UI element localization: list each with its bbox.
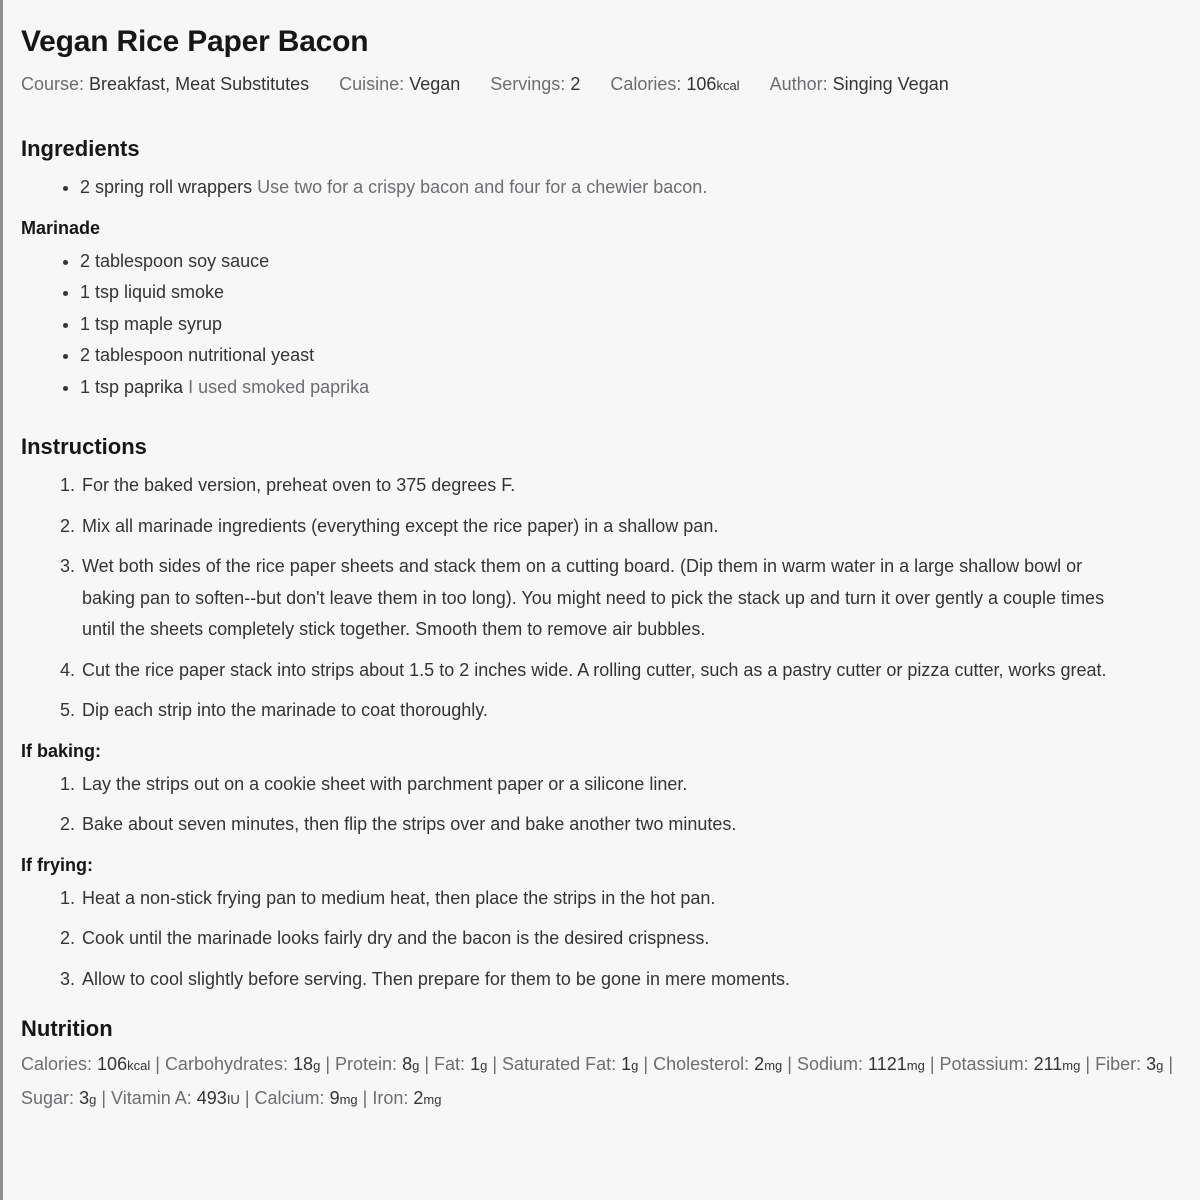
nutrition-separator: |: [787, 1054, 792, 1074]
meta-value: 106: [686, 74, 717, 94]
nutrition-label: Potassium:: [939, 1054, 1029, 1074]
ingredient-list: [21, 172, 1174, 204]
nutrition-fact-carbohydrates: [165, 1054, 320, 1074]
instruction-step: 1. Heat a non-stick frying pan to medium heat, then place the strips in the hot pan.: [80, 883, 1128, 915]
ingredient-text: 1 tsp liquid smoke: [80, 282, 225, 302]
meta-value: Breakfast, Meat Substitutes: [89, 74, 310, 94]
recipe-meta: [21, 73, 1174, 97]
nutrition-value: 18: [293, 1054, 314, 1074]
meta-value: Singing Vegan: [832, 74, 949, 94]
nutrition-unit: g: [89, 1092, 97, 1107]
nutrition-value: 2: [754, 1054, 765, 1074]
instruction-step: 3. Allow to cool slightly before serving. Then prepare for them to be gone in mere moments.: [80, 964, 1128, 996]
meta-label: Author:: [769, 74, 828, 94]
nutrition-separator: |: [492, 1054, 498, 1074]
meta-label: Servings:: [490, 74, 566, 94]
frying-step-list: [21, 883, 1174, 996]
nutrition-separator: |: [101, 1088, 107, 1108]
nutrition-label: Fat:: [434, 1054, 466, 1074]
nutrition-separator: |: [424, 1054, 430, 1074]
ingredient-text: 1 tsp maple syrup: [80, 313, 223, 334]
nutrition-value: 493: [196, 1088, 227, 1108]
instruction-step: 2. Mix all marinade ingredients (everything except the rice paper) in a shallow pan.: [80, 511, 1128, 543]
ingredient-item: [80, 277, 1128, 309]
section-heading-nutrition: Nutrition: [21, 1016, 113, 1041]
nutrition-unit: g: [480, 1058, 488, 1073]
nutrition-value: 211: [1033, 1054, 1063, 1074]
meta-item-author: [770, 73, 949, 97]
nutrition-fact-fat: [434, 1054, 487, 1074]
nutrition-fact-iron: [372, 1088, 441, 1108]
nutrition-value: 9: [329, 1088, 340, 1108]
nutrition-unit: mg: [339, 1092, 358, 1107]
meta-item-cuisine: [339, 73, 460, 97]
meta-unit: kcal: [716, 78, 740, 93]
nutrition-separator: |: [155, 1054, 160, 1074]
nutrition-fact-fiber: [1095, 1054, 1163, 1074]
nutrition-unit: IU: [226, 1092, 240, 1107]
ingredient-item: [80, 172, 1128, 204]
nutrition-fact-vitamin-a: [111, 1088, 240, 1108]
nutrition-label: Sodium:: [796, 1054, 864, 1074]
nutrition-fact-cholesterol: [653, 1054, 782, 1074]
nutrition-label: Cholesterol:: [653, 1054, 750, 1074]
ingredient-item: [80, 340, 1128, 372]
ingredient-note: Use two for a crispy bacon and four for a chewier bacon.: [257, 177, 708, 197]
nutrition-unit: g: [313, 1058, 321, 1073]
nutrition-fact-calcium: [255, 1088, 358, 1108]
subsection-heading-if-baking: If baking:: [21, 740, 101, 761]
ingredient-text: 2 tablespoon nutritional yeast: [80, 345, 315, 365]
nutrition-fact-sugar: [21, 1088, 96, 1108]
ingredient-text: 2 spring roll wrappers: [80, 177, 253, 197]
nutrition-unit: g: [631, 1058, 639, 1073]
instruction-step: 3. Wet both sides of the rice paper sheets and stack them on a cutting board. (Dip them in warm water in a large shallow bowl or baking pan to soften--but don't leave them in too long). You might need to pick the stack up and turn it over gently a couple times until the sheets completely stick together. Smooth them to remove air bubbles.: [80, 551, 1128, 646]
instruction-step: 2. Bake about seven minutes, then flip the strips over and bake another two minutes.: [80, 809, 1128, 841]
nutrition-label: Fiber:: [1095, 1054, 1142, 1074]
nutrition-label: Vitamin A:: [111, 1088, 192, 1108]
nutrition-value: 1: [621, 1054, 632, 1074]
nutrition-unit: g: [1156, 1058, 1164, 1073]
nutrition-label: Carbohydrates:: [164, 1054, 289, 1074]
ingredient-item: [80, 372, 1128, 404]
instruction-step: 5. Dip each strip into the marinade to coat thoroughly.: [80, 695, 1128, 727]
nutrition-fact-saturated-fat: [502, 1054, 638, 1074]
nutrition-value: 1121: [868, 1054, 907, 1074]
nutrition-separator: |: [643, 1054, 649, 1074]
instruction-step: 1. For the baked version, preheat oven to 375 degrees F.: [80, 470, 1128, 502]
ingredient-note: I used smoked paprika: [188, 376, 370, 397]
nutrition-fact-protein: [335, 1054, 419, 1074]
nutrition-separator: |: [929, 1054, 935, 1074]
section-heading-instructions: Instructions: [21, 434, 147, 459]
nutrition-value: 3: [79, 1088, 90, 1108]
ingredient-text: 1 tsp paprika: [80, 376, 184, 397]
nutrition-value: 8: [402, 1054, 413, 1074]
meta-item-calories: [610, 73, 739, 97]
nutrition-value: 3: [1146, 1054, 1157, 1074]
nutrition-label: Calories:: [21, 1054, 93, 1074]
meta-item-course: [21, 73, 309, 97]
meta-value: 2: [570, 74, 581, 94]
instruction-step: 2. Cook until the marinade looks fairly dry and the bacon is the desired crispness.: [80, 923, 1128, 955]
nutrition-unit: mg: [1062, 1058, 1081, 1073]
nutrition-separator: |: [1085, 1054, 1091, 1074]
nutrition-fact-potassium: [940, 1054, 1081, 1074]
nutrition-label: Iron:: [372, 1088, 409, 1108]
meta-value: Vegan: [409, 74, 461, 94]
nutrition-label: Protein:: [335, 1054, 398, 1074]
nutrition-label: Calcium:: [254, 1088, 325, 1108]
nutrition-value: 1: [470, 1054, 481, 1074]
nutrition-unit: mg: [906, 1058, 925, 1073]
instruction-step: 1. Lay the strips out on a cookie sheet with parchment paper or a silicone liner.: [80, 769, 1128, 801]
ingredient-text: 2 tablespoon soy sauce: [80, 250, 270, 271]
nutrition-unit: mg: [764, 1058, 783, 1073]
nutrition-label: Sugar:: [21, 1088, 75, 1108]
nutrition-separator: |: [244, 1088, 250, 1108]
marinade-ingredient-list: [21, 246, 1174, 404]
meta-item-servings: [490, 73, 580, 97]
nutrition-label: Saturated Fat:: [502, 1054, 617, 1074]
nutrition-unit: g: [412, 1058, 420, 1073]
subsection-heading-marinade: Marinade: [21, 217, 101, 238]
meta-label: Calories:: [610, 74, 682, 94]
page-title: Vegan Rice Paper Bacon: [21, 25, 369, 58]
nutrition-value: 2: [413, 1088, 424, 1108]
section-heading-ingredients: Ingredients: [21, 136, 140, 161]
ingredient-item: [80, 246, 1128, 278]
nutrition-separator: |: [362, 1088, 368, 1108]
meta-label: Course:: [21, 74, 85, 94]
instruction-list: [21, 470, 1174, 727]
nutrition-facts: [21, 1048, 1174, 1116]
nutrition-separator: |: [1168, 1054, 1174, 1074]
baking-step-list: [21, 769, 1174, 841]
nutrition-separator: |: [325, 1054, 330, 1074]
nutrition-fact-sodium: [797, 1054, 925, 1074]
nutrition-fact-calories: [21, 1054, 150, 1074]
instruction-step: 4. Cut the rice paper stack into strips about 1.5 to 2 inches wide. A rolling cutter, such as a pastry cutter or pizza cutter, works great.: [80, 655, 1128, 687]
meta-label: Cuisine:: [339, 74, 405, 94]
nutrition-unit: mg: [423, 1092, 442, 1107]
nutrition-value: 106: [97, 1054, 128, 1074]
nutrition-unit: kcal: [127, 1058, 151, 1073]
subsection-heading-if-frying: If frying:: [21, 854, 93, 875]
ingredient-item: [80, 309, 1128, 341]
